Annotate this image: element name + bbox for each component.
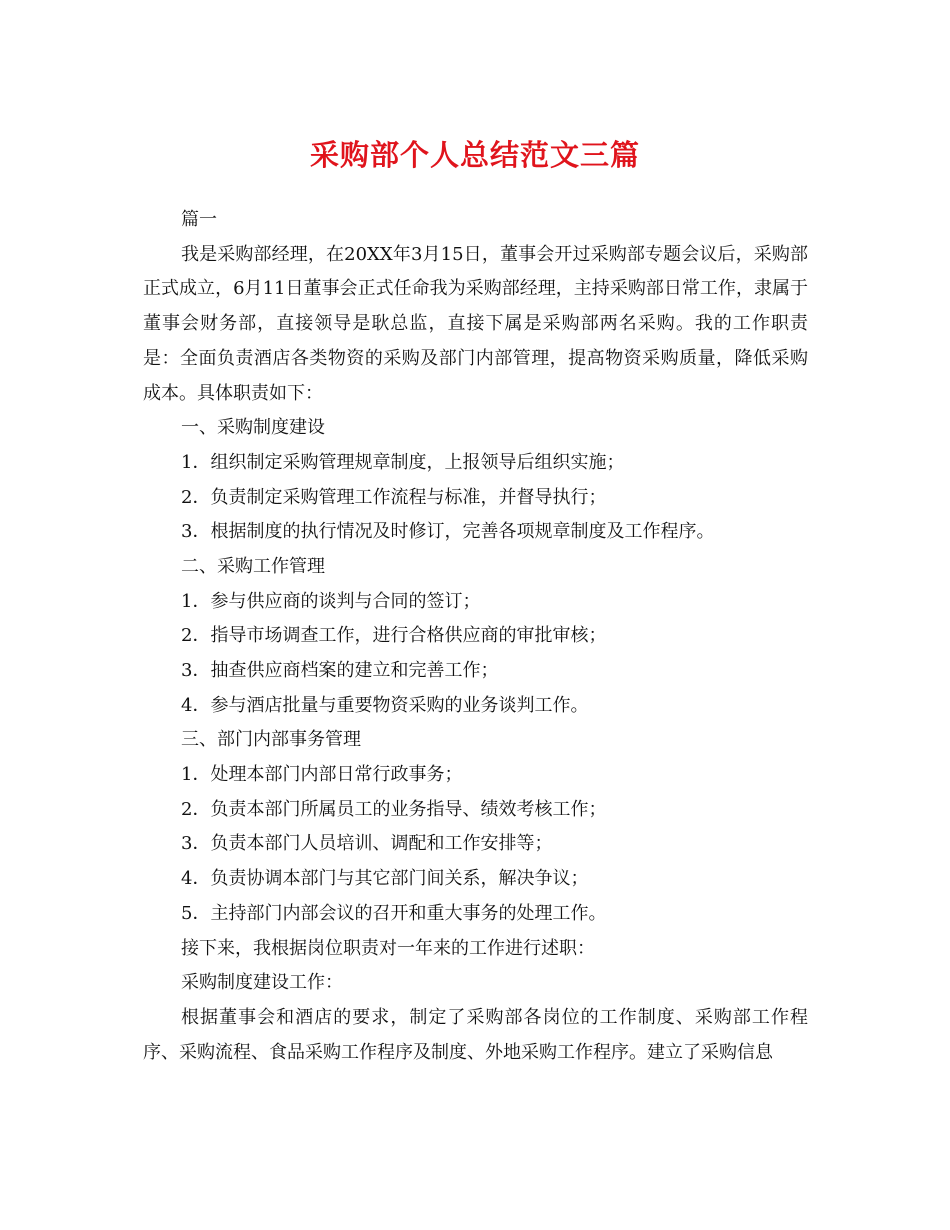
list-item: 1．参与供应商的谈判与合同的签订； — [181, 590, 481, 612]
list-item: 3．根据制度的执行情况及时修订，完善各项规章制度及工作程序。 — [181, 521, 715, 543]
transition-line: 接下来，我根据岗位职责对一年来的工作进行述职： — [181, 937, 595, 959]
subheading: 采购制度建设工作： — [181, 972, 343, 994]
list-item: 2．指导市场调查工作，进行合格供应商的审批审核； — [181, 625, 607, 647]
section-heading: 二、采购工作管理 — [181, 555, 325, 577]
closing-paragraph: 根据董事会和酒店的要求，制定了采购部各岗位的工作制度、采购部工作程序、采购流程、食品采购工作程序及制度、外地采购工作程序。建立了采购信息 — [143, 1006, 808, 1063]
section-heading: 一、采购制度建设 — [181, 417, 325, 439]
list-item: 4．参与酒店批量与重要物资采购的业务谈判工作。 — [181, 694, 589, 716]
list-item: 3．抽查供应商档案的建立和完善工作； — [181, 660, 499, 682]
intro-paragraph: 我是采购部经理，在20XX年3月15日，董事会开过采购部专题会议后，采购部正式成立，6月11日董事会正式任命我为采购部经理，主持采购部日常工作，隶属于董事会财务部，直接领导是耿总监，直接下属是采购部两名采购。我的工作职责是：全面负责酒店各类物资的采购及部门内部管理，提高物资采购质量，降低采购成本。具体职责如下： — [143, 243, 808, 404]
list-item: 3．负责本部门人员培训、调配和工作安排等； — [181, 833, 553, 855]
list-item: 2．负责制定采购管理工作流程与标准，并督导执行； — [181, 486, 607, 508]
document-body — [143, 203, 808, 1070]
document-title: 采购部个人总结范文三篇 — [309, 138, 640, 172]
section-heading: 三、部门内部事务管理 — [181, 729, 361, 751]
list-item: 4．负责协调本部门与其它部门间关系，解决争议； — [181, 868, 589, 890]
list-item: 1．处理本部门内部日常行政事务； — [181, 764, 463, 786]
list-item: 5．主持部门内部会议的召开和重大事务的处理工作。 — [181, 902, 607, 924]
list-item: 1．组织制定采购管理规章制度，上报领导后组织实施； — [181, 451, 625, 473]
section-label: 篇一 — [181, 209, 217, 230]
list-item: 2．负责本部门所属员工的业务指导、绩效考核工作； — [181, 798, 607, 820]
